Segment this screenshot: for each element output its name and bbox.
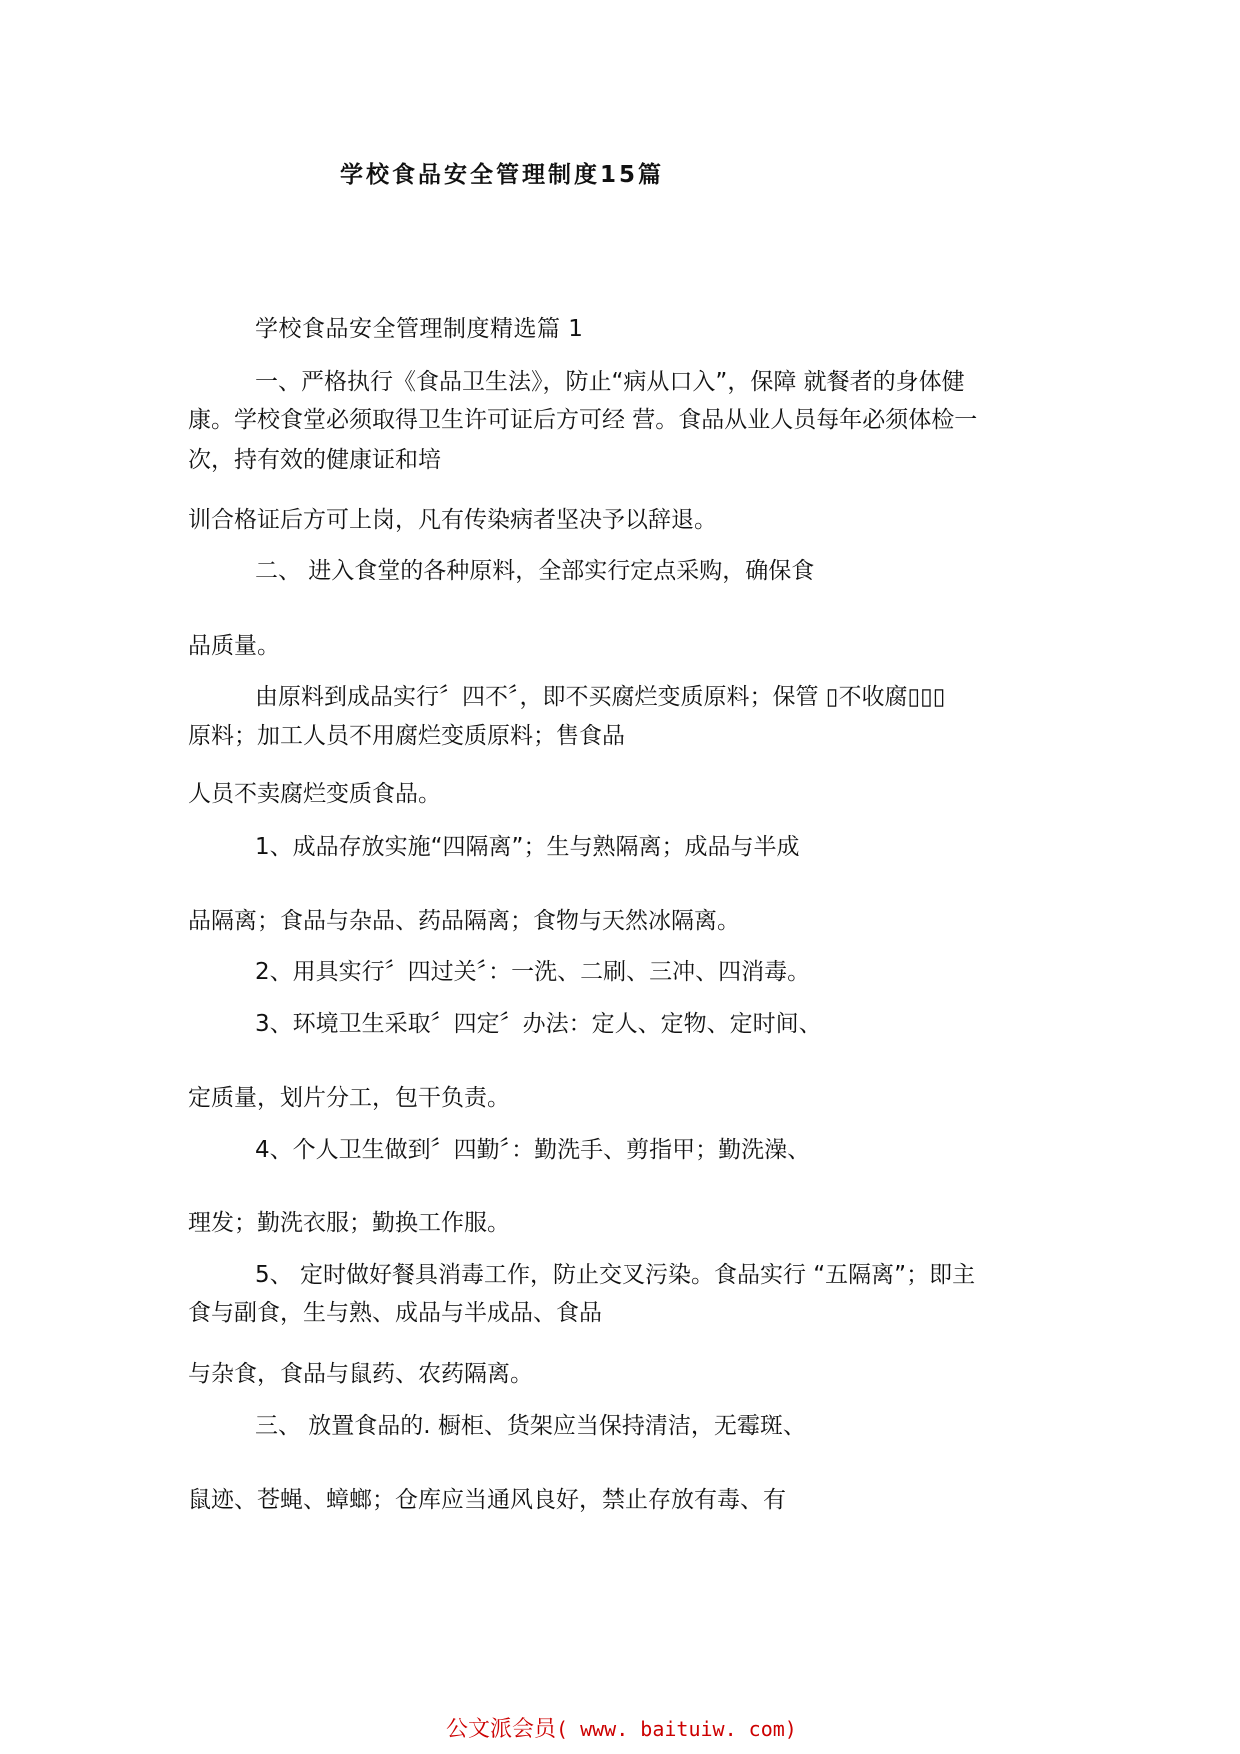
body-line: 次，持有效的健康证和培 (188, 447, 441, 473)
body-line: 二、 进入食堂的各种原料，全部实行定点采购，确保食 (255, 558, 815, 584)
body-line: 5、 定时做好餐具消毒工作，防止交叉污染。食品实行 “五隔离”；即主 (255, 1262, 976, 1288)
body-line: 品隔离；食品与杂品、药品隔离；食物与天然冰隔离。 (188, 908, 740, 934)
body-line: 2、用具实行〞四过关〞：一洗、二刷、三冲、四消毒。 (255, 959, 811, 985)
body-line: 人员不卖腐烂变质食品。 (188, 781, 441, 807)
body-line: 食与副食，生与熟、成品与半成品、食品 (188, 1300, 602, 1326)
document-title: 学校食品安全管理制度15篇 (340, 162, 665, 188)
body-line: 一、严格执行《食品卫生法》，防止“病从口入”，保障 就餐者的身体健 (255, 369, 965, 395)
body-line: 康。学校食堂必须取得卫生许可证后方可经 营。食品从业人员每年必须体检一 (188, 407, 978, 433)
footer-watermark (446, 1712, 797, 1743)
body-line: 理发；勤洗衣服；勤换工作服。 (188, 1210, 510, 1236)
body-line: 原料；加工人员不用腐烂变质原料；售食品 (188, 723, 625, 749)
body-line: 品质量。 (188, 633, 280, 659)
body-line: 由原料到成品实行〞四不〞，即不买腐烂变质原料；保管 ▯不收腐▯▯▯ (255, 684, 946, 710)
body-line: 3、环境卫生采取〞四定〞办法：定人、定物、定时间、 (255, 1011, 822, 1037)
body-line: 鼠迹、苍蝇、蟑螂；仓库应当通风良好，禁止存放有毒、有 (188, 1487, 786, 1513)
section-title: 学校食品安全管理制度精选篇 1 (255, 316, 584, 342)
footer-brand: 公文派会员 (446, 1717, 557, 1742)
body-line: 与杂食，食品与鼠药、农药隔离。 (188, 1361, 533, 1387)
body-line: 4、个人卫生做到〞四勤〞：勤洗手、剪指甲；勤洗澡、 (255, 1137, 811, 1163)
footer-url: ( www. baituiw. com) (556, 1717, 797, 1741)
body-line: 1、成品存放实施“四隔离”；生与熟隔离；成品与半成 (255, 834, 800, 860)
body-line: 定质量，划片分工，包干负责。 (188, 1085, 510, 1111)
body-line: 三、 放置食品的. 橱柜、货架应当保持清洁，无霉斑、 (255, 1413, 806, 1439)
body-line: 训合格证后方可上岗，凡有传染病者坚决予以辞退。 (188, 507, 717, 533)
